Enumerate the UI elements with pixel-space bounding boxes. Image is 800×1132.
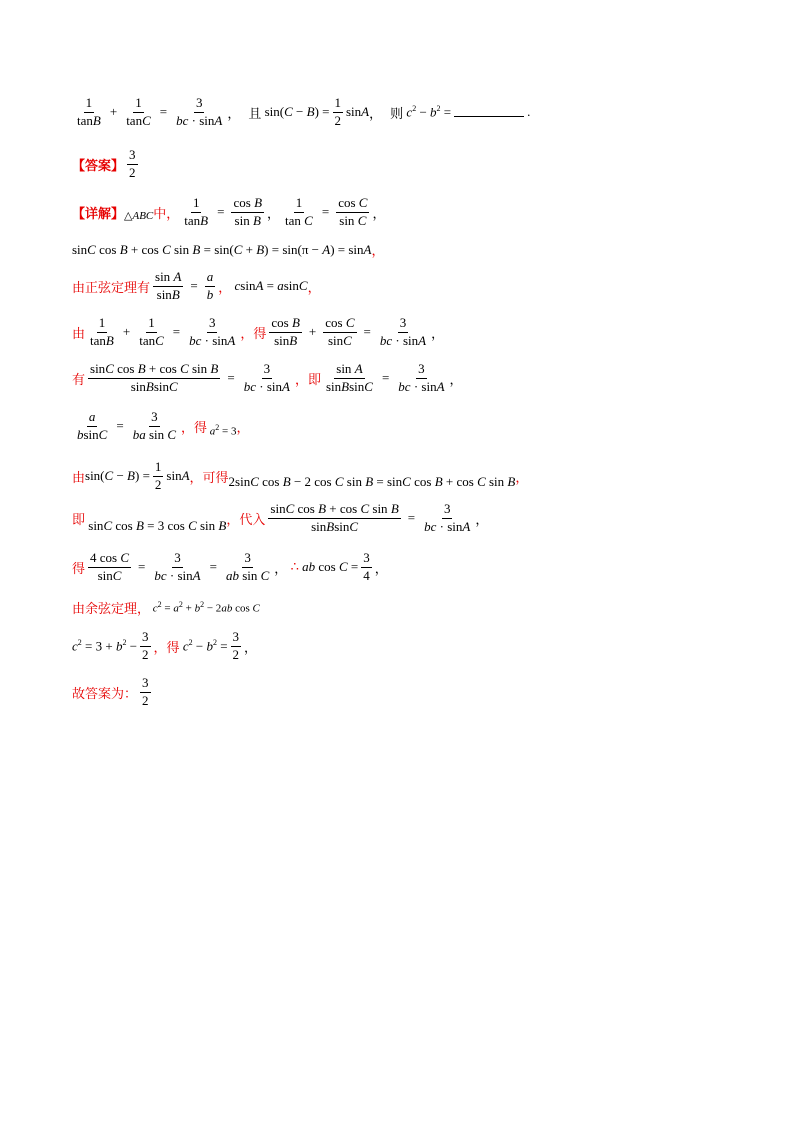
answer-blank	[454, 116, 524, 117]
answer-line	[72, 148, 141, 181]
detail-line-7: 由 sin(C − B) = $\frac{1}{2}$ sinA ，可得 2sinC cos B − 2 cos C sin B = sinC cos B + cos C sin B ，	[72, 459, 529, 492]
detail-line-2: sinC cos B + cos C sin B = sin(C + B) = sin(π − A) = sinA ，	[72, 241, 385, 259]
final-answer-label: 故答案为：	[72, 686, 138, 702]
detail-line-3: 由正弦定理有 $\frac{\text{sin A}}{\sin B}$ = $\frac{a}{b}$ ， csinA = asinC ，	[72, 269, 321, 302]
detail-line-1: 【详解】 △ABC 中， $\frac{1}{\tan B}$ = $\frac{\text{cos B}}{\text{sin B}}$ ， $\frac{1}{\text{tan C}}$ = $\frac{\text{cos C}}{\text{sin C}}$ ，	[72, 195, 386, 228]
detail-line-9: 得 $\frac{\text{4 cos C}}{\sin C}$ = $\frac{3}{bc \cdot \sin A}$ = $\frac{3}{\text{ab sin C}}$ ， ∴ ab cos C = $\frac{3}{4}$ ，	[72, 550, 388, 583]
frac-1-tanB: $\frac{1}{\tan B}$	[77, 95, 101, 128]
detail-line-10: 由余弦定理， $c^2 = a^2 + b^2 - 2ab$ cos C	[72, 600, 260, 617]
detail-line-4: 由 $\frac{1}{\tan B}$ + $\frac{1}{\tan C}$ = $\frac{3}{bc \cdot \sin A}$ ，得 $\frac{\text{cos B}}{\sin B}$ + $\frac{\text{cos C}}{\sin C}$ = $\frac{3}{bc \cdot \sin A}$ ，	[72, 315, 445, 348]
detail-line-11: $c^2 = 3 + b^2$ − $\frac{3}{2}$ ，得 $c^2 - b^2$ = $\frac{3}{2}$ ，	[72, 629, 258, 662]
detail-line-8: 即 sinC cos B = 3 cos C sin B ， 代入 $\frac{\text{sinC cos B + cos C sin B}}{\text{sinBsinC}}$ = $\frac{3}{bc \cdot \sin A}$ ，	[72, 501, 489, 534]
final-answer-line	[72, 676, 154, 709]
detail-line-5: 有 $\frac{\text{sinC cos B + cos C sin B}}{\text{sinBsinC}}$ = $\frac{3}{bc \cdot \sin A}$ ，即 $\frac{\text{sin A}}{\text{sinBsinC}}$ = $\frac{3}{bc \cdot \sin A}$ ，	[72, 361, 463, 394]
final-answer-fraction: $\frac{3}{2}$	[142, 675, 149, 708]
problem-line: $\frac{1}{\tan B}$ + $\frac{1}{\tan C}$ = $\frac{3}{bc \cdot \sin A}$ ， 且 sin(C − B) = $\frac{1}{2}$ sinA ， 则 $c^2 - b^2$ = .	[77, 95, 531, 128]
frac-3-bcsinA: $\frac{3}{bc \cdot \sin A}$	[176, 95, 223, 128]
answer-label: 【答案】	[72, 158, 125, 174]
frac-1-tanC: $\frac{1}{\tan C}$	[126, 95, 151, 128]
detail-label: 【详解】	[72, 206, 125, 222]
answer-fraction: $\frac{3}{2}$	[129, 147, 136, 180]
qie-text: 且	[248, 106, 262, 122]
ze-text: 则	[390, 106, 404, 122]
detail-line-6: $\frac{a}{bsinC}$ = $\frac{3}{\text{ba sin C}}$ ，得 $a^2 = 3$ ，	[77, 409, 250, 442]
